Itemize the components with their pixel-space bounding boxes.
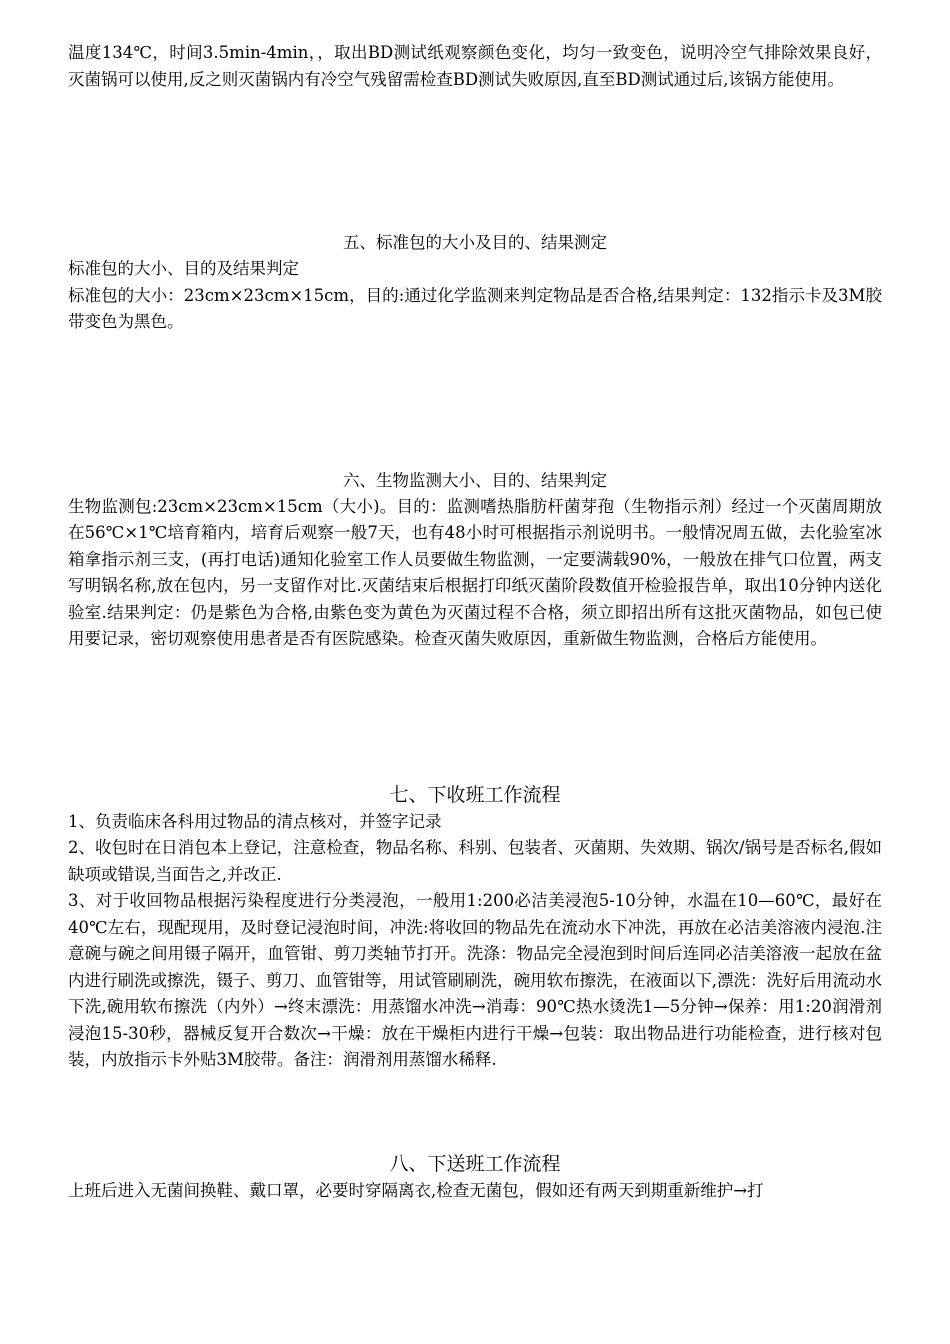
spacer xyxy=(68,1074,882,1150)
section7-item-2: 2、收包时在日消包本上登记，注意检查，物品名称、科别、包装者、灭菌期、失效期、锅次/锅号是否标名,假如缺项或错误,当面告之,并改正. xyxy=(68,838,882,884)
section7-item-1: 1、负责临床各科用过物品的清点核对，并签字记录 xyxy=(68,811,442,831)
section8-paragraph: 上班后进入无菌间换鞋、戴口罩，必要时穿隔离衣,检查无菌包，假如还有两天到期重新维护→打 xyxy=(68,1180,764,1200)
spacer xyxy=(68,653,882,781)
spacer xyxy=(68,93,882,230)
section6-paragraph: 生物监测包:23cm×23cm×15cm（大小)。目的：监测嗜热脂肪杆菌芽孢（生物指示剂）经过一个灭菌周期放在56℃×1℃培育箱内，培育后观察一般7天，也有48小时可根据指示剂说明书。一般情况周五做，去化验室冰箱拿指示剂三支，(再打电话)通知化验室工作人员要做生物监测，一定要满载90%，一般放在排气口位置，两支写明锅名称,放在包内，另一支留作对比.灭菌结束后根据打印纸灭菌阶段数值开检验报告单，取出10分钟内送化验室.结果判定：仍是紫色为合格,由紫色变为黄色为灭菌过程不合格，须立即招出所有这批灭菌物品，如包已使用要记录，密切观察使用患者是否有医院感染。检查灭菌失败原因，重新做生物监测，合格后方能使用。 xyxy=(68,496,882,648)
section7-heading: 七、下收班工作流程 xyxy=(389,783,561,806)
intro-paragraph: 温度134℃，时间3.5min-4min，，取出BD测试纸观察颜色变化，均匀一致变色，说明冷空气排除效果良好，灭菌锅可以使用,反之则灭菌锅内有冷空气残留需检查BD测试失败原因,直至BD测试通过后,该锅方能使用。 xyxy=(68,43,882,89)
section7-item-3: 3、对于收回物品根据污染程度进行分类浸泡，一般用1:200必洁美浸泡5-10分钟，水温在10—60℃，最好在40℃左右，现配现用，及时登记浸泡时间，冲洗:将收回的物品先在流动水下冲洗，再放在必洁美溶液内浸泡.注意碗与碗之间用镊子隔开，血管钳、剪刀类轴节打开。洗涤：物品完全浸泡到时间后连同必洁美溶液一起放在盆内进行刷洗或擦洗，镊子、剪刀、血管钳等，用试管刷刷洗，碗用软布擦洗，在液面以下,漂洗：洗好后用流动水下洗,碗用软布擦洗（内外）→终末漂洗：用蒸馏水冲洗→消毒：90℃热水烫洗1—5分钟→保养：用1:20润滑剂浸泡15-30秒，器械反复开合数次→干燥：放在干燥柜内进行干燥→包装：取出物品进行功能检查，进行核对包装，内放指示卡外贴3M胶带。备注：润滑剂用蒸馏水稀释. xyxy=(68,891,882,1069)
section5-heading: 五、标准包的大小及目的、结果测定 xyxy=(343,233,607,252)
spacer xyxy=(68,336,882,468)
section6-heading: 六、生物监测大小、目的、结果判定 xyxy=(343,470,607,490)
section5-subtitle: 标准包的大小、目的及结果判定 xyxy=(68,259,299,278)
document-page xyxy=(68,40,882,1204)
section8-heading: 八、下送班工作流程 xyxy=(389,1152,561,1175)
section5-paragraph: 标准包的大小：23cm×23cm×15cm，目的:通过化学监测来判定物品是否合格,结果判定：132指示卡及3M胶带变色为黑色。 xyxy=(68,285,882,331)
